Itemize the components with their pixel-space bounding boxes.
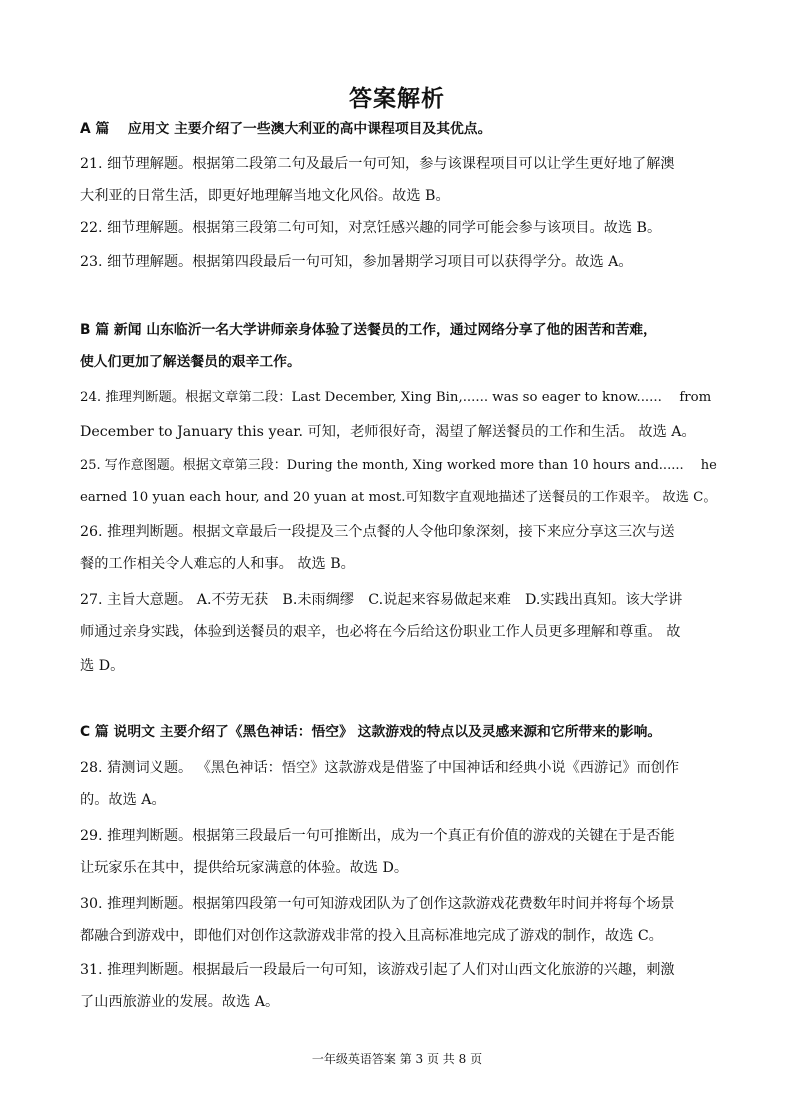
section-c-line: 29. 推理判断题。根据第三段最后一句可推断出，成为一个真正有价值的游戏的关键在于是否能	[80, 828, 675, 844]
section-b-line: 27. 主旨大意题。 A.不劳无获 B.未雨绸缪 C.说起来容易做起来难 D.实践出真知。该大学讲	[80, 592, 683, 608]
section-b-line: December to January this year. 可知，老师很好奇，渴望了解送餐员的工作和生活。 故选 A。	[80, 424, 696, 440]
section-a-line: 大利亚的日常生活，即更好地理解当地文化风俗。故选 B。	[80, 188, 450, 204]
section-b-line: 26. 推理判断题。根据文章最后一段提及三个点餐的人令他印象深刻，接下来应分享这三次与送	[80, 524, 675, 540]
section-c-line: 31. 推理判断题。根据最后一段最后一句可知，该游戏引起了人们对山西文化旅游的兴趣，刺激	[80, 962, 675, 978]
section-c-line: 了山西旅游业的发展。故选 A。	[80, 994, 280, 1010]
section-a-line: 21. 细节理解题。根据第二段第二句及最后一句可知，参与该课程项目可以让学生更好地了解澳	[80, 156, 675, 172]
section-a-line: 22. 细节理解题。根据第三段第二句可知，对烹饪感兴趣的同学可能会参与该项目。故选 B。	[80, 220, 662, 236]
section-c-line: 的。故选 A。	[80, 792, 166, 808]
section-c-line: 28. 猜测词义题。 《黑色神话：悟空》这款游戏是借鉴了中国神话和经典小说《西游记》而创作	[80, 760, 680, 776]
section-b-line: 师通过亲身实践，体验到送餐员的艰辛，也必将在今后给这份职业工作人员更多理解和尊重。 故	[80, 624, 681, 640]
section-b-line: 餐的工作相关令人难忘的人和事。 故选 B。	[80, 556, 355, 572]
page-title: 答案解析	[349, 86, 445, 112]
section-c-line: 让玩家乐在其中，提供给玩家满意的体验。故选 D。	[80, 860, 409, 876]
section-c-heading: C 篇 说明文 主要介绍了《黑色神话：悟空》 这款游戏的特点以及灵感来源和它所带来的影响。	[80, 724, 662, 740]
section-a-heading: A 篇 应用文 主要介绍了一些澳大利亚的高中课程项目及其优点。	[80, 121, 492, 137]
section-c-line: 30. 推理判断题。根据第四段第一句可知游戏团队为了创作这款游戏花费数年时间并将每个场景	[80, 896, 675, 912]
section-b-line: 选 D。	[80, 658, 125, 674]
section-b-line: 25. 写作意图题。根据文章第三段：During the month, Xing worked more than 10 hours and...... he	[80, 458, 717, 473]
section-b-line: 24. 推理判断题。根据文章第二段：Last December, Xing Bin,...... was so eager to know...... from	[80, 390, 712, 405]
section-a-line: 23. 细节理解题。根据第四段最后一句可知，参加暑期学习项目可以获得学分。故选 A。	[80, 254, 633, 270]
section-c-line: 都融合到游戏中，即他们对创作这款游戏非常的投入且高标准地完成了游戏的制作，故选 C。	[80, 928, 663, 944]
section-b-heading: 使人们更加了解送餐员的艰辛工作。	[80, 354, 301, 370]
page-footer: 一年级英语答案 第 3 页 共 8 页	[311, 1052, 483, 1066]
section-b-line: earned 10 yuan each hour, and 20 yuan at most.可知数字直观地描述了送餐员的工作艰辛。 故选 C。	[80, 490, 717, 505]
section-b-heading: B 篇 新闻 山东临沂一名大学讲师亲身体验了送餐员的工作，通过网络分享了他的困苦和苦难，	[80, 322, 657, 338]
